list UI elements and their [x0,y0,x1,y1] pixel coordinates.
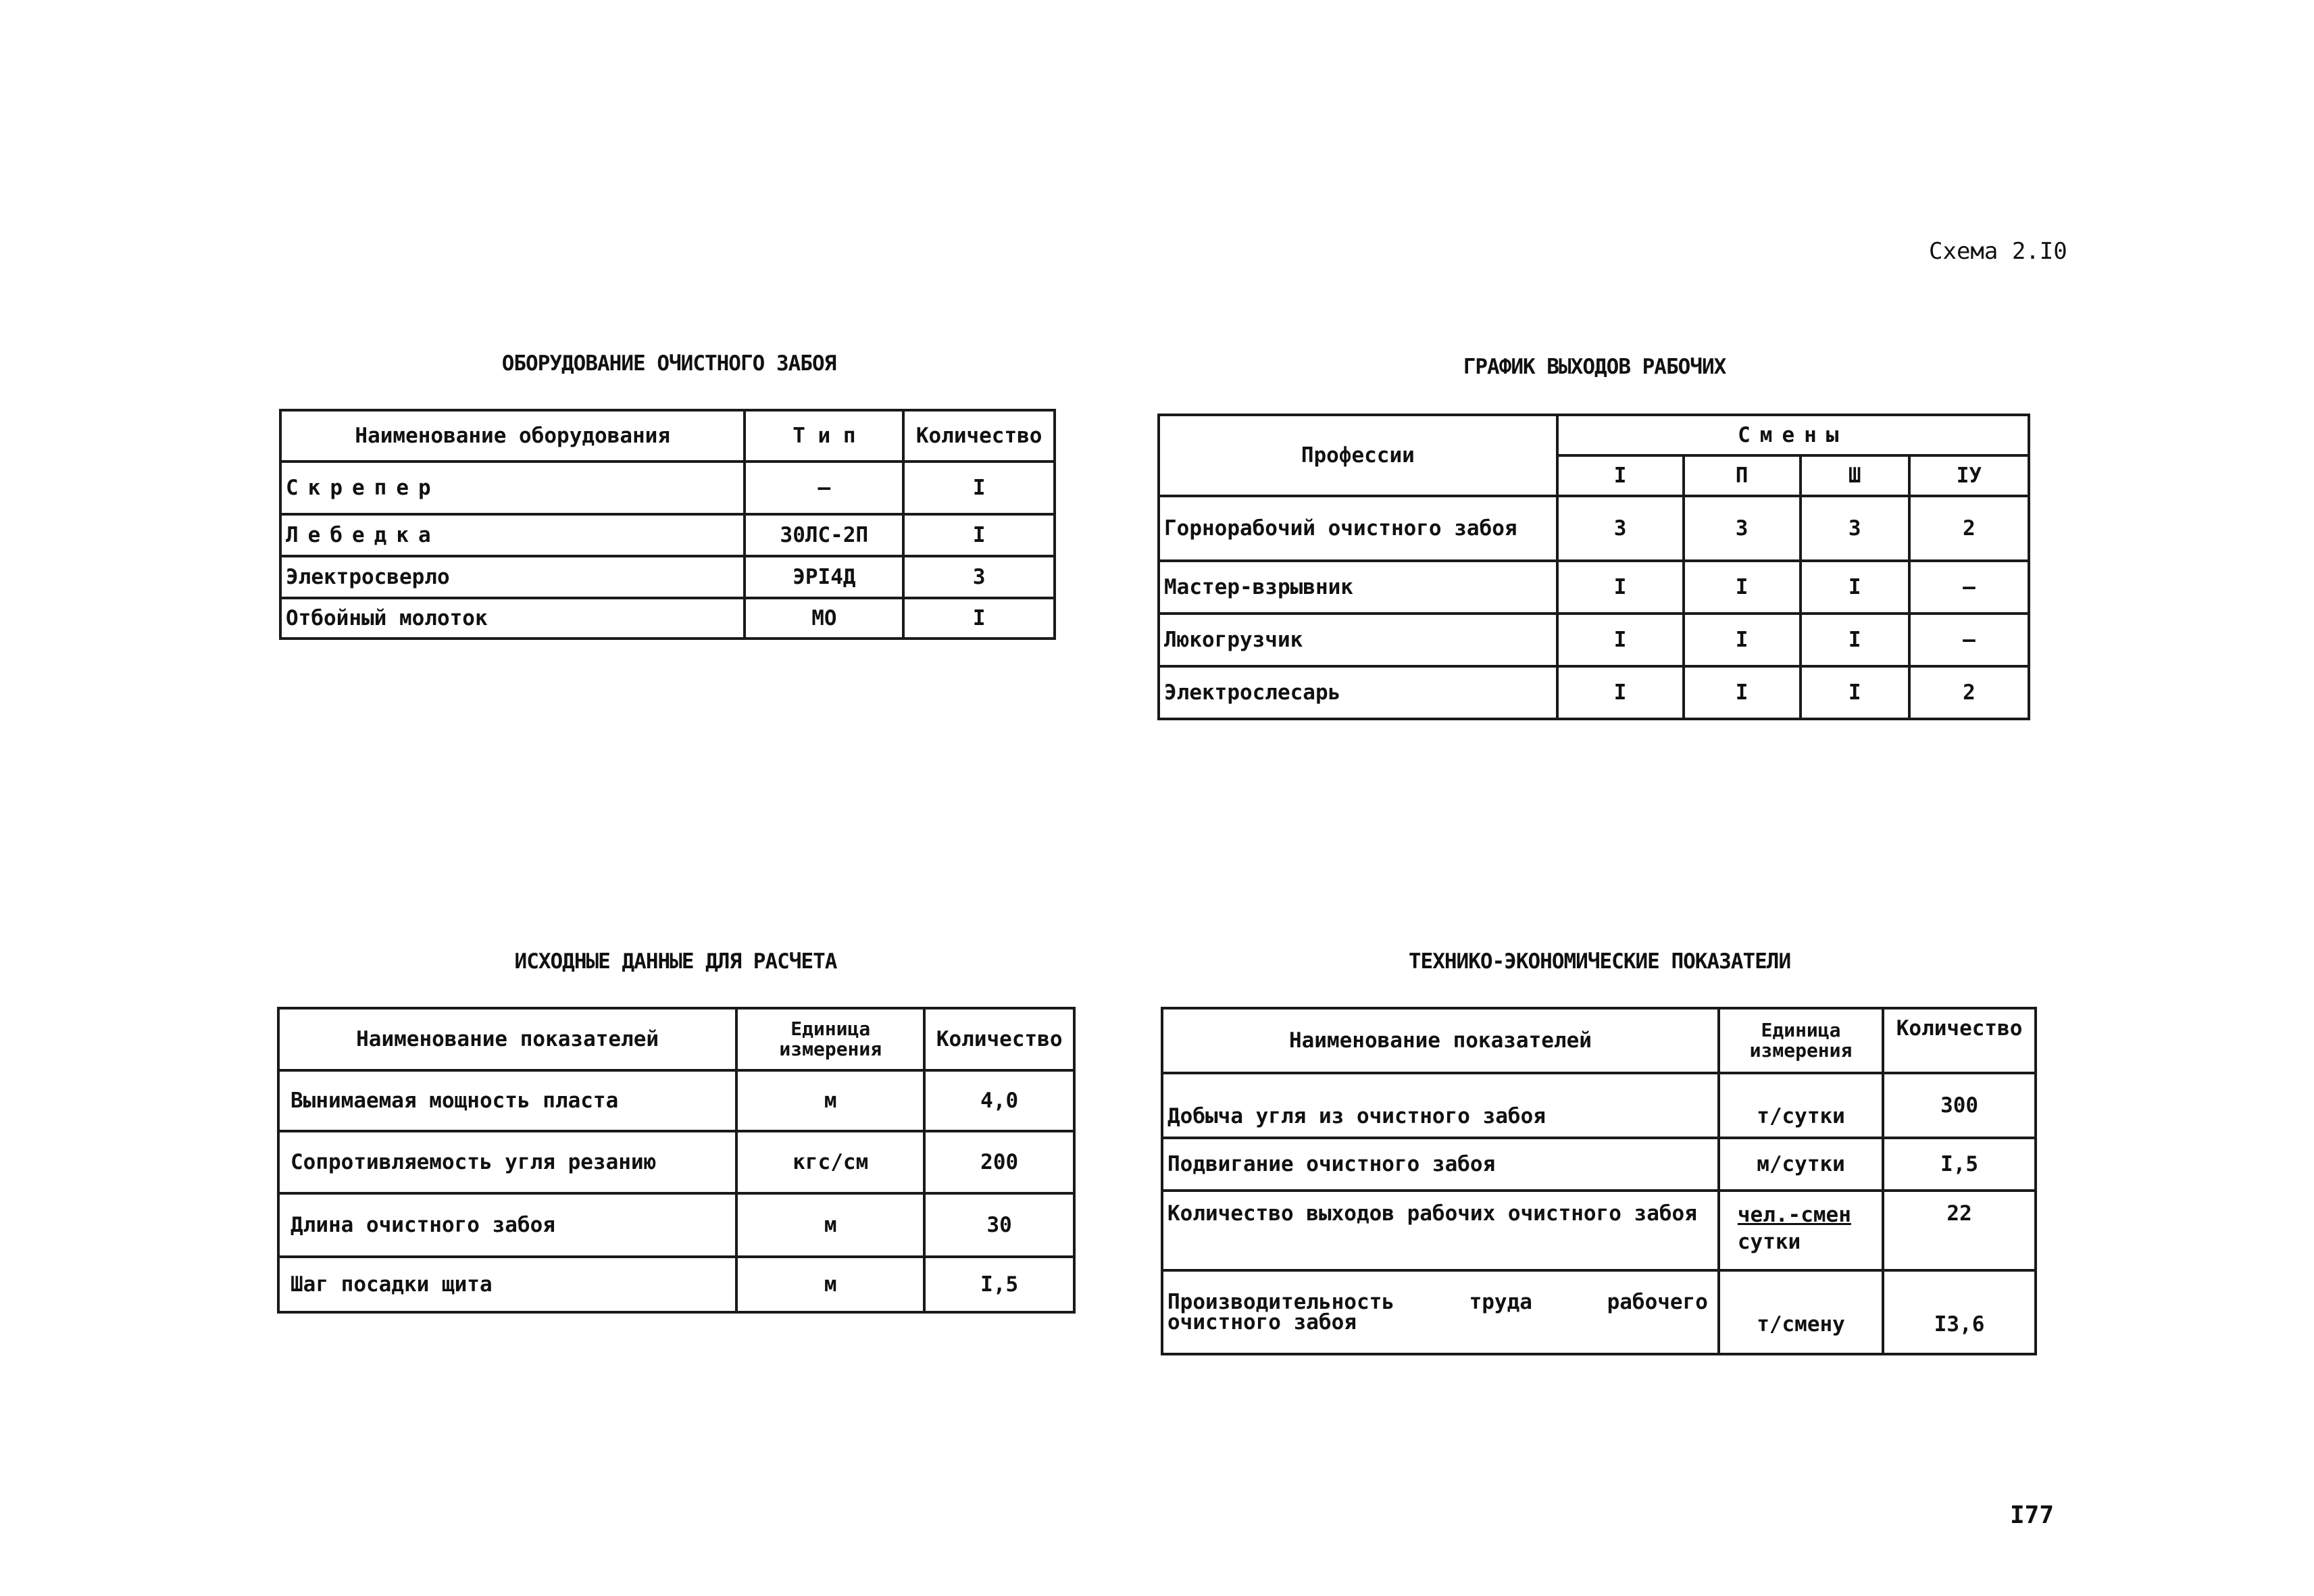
indicator-name: Подвигание очистного забоя [1162,1138,1719,1191]
equipment-header-name: Наименование оборудования [280,410,745,462]
table-row [1162,1270,2036,1354]
shift-value: I [1557,614,1684,666]
shift-value: 3 [1801,496,1909,561]
indicator-unit: м [736,1193,924,1257]
equipment-name: Лебедка [280,514,745,556]
indicator-qty: 4,0 [924,1070,1074,1131]
table-row [278,1131,1074,1193]
indicator-unit-fraction [1719,1191,1883,1270]
profession-name: Мастер-взрывник [1159,561,1557,614]
indicator-qty: 22 [1883,1191,2036,1270]
initial-header-qty: Количество [924,1008,1074,1070]
equipment-header-type: Т и п [745,410,903,462]
table-row [1159,561,2029,614]
shift-value: I [1801,561,1909,614]
shift-value: I [1557,666,1684,719]
equipment-name: Отбойный молоток [280,598,745,639]
shift-value: 3 [1684,496,1801,561]
equipment-qty: 3 [903,556,1055,598]
equipment-type: МО [745,598,903,639]
shift-value: I [1684,666,1801,719]
indicators-header-unit: Единица измерения [1719,1008,1883,1073]
equipment-qty: I [903,462,1055,514]
schedule-title: ГРАФИК ВЫХОДОВ РАБОЧИХ [1463,355,1726,379]
indicator-qty: I,5 [1883,1138,2036,1191]
shift-label: Ш [1801,455,1909,496]
indicator-name: Длина очистного забоя [278,1193,736,1257]
shift-value: 3 [1557,496,1684,561]
profession-name: Горнорабочий очистного забоя [1159,496,1557,561]
table-row [278,1070,1074,1131]
equipment-table [279,409,1056,640]
indicator-name: Сопротивляемость угля резанию [278,1131,736,1193]
shift-label: П [1684,455,1801,496]
equipment-name: Электросверло [280,556,745,598]
table-row [1162,1138,2036,1191]
shift-label: IУ [1909,455,2029,496]
table-row [278,1193,1074,1257]
table-row [1159,666,2029,719]
shift-value: I [1684,614,1801,666]
shift-value: – [1909,561,2029,614]
initial-header-name: Наименование показателей [278,1008,736,1070]
equipment-name: Скрепер [280,462,745,514]
table-row [278,1257,1074,1312]
schema-label: Схема 2.I0 [1929,238,2067,265]
indicator-unit: м [736,1070,924,1131]
indicator-qty: I3,6 [1883,1270,2036,1354]
equipment-title: ОБОРУДОВАНИЕ ОЧИСТНОГО ЗАБОЯ [501,351,836,376]
indicators-header-name: Наименование показателей [1162,1008,1719,1073]
profession-name: Люкогрузчик [1159,614,1557,666]
indicator-qty: 300 [1883,1073,2036,1138]
indicator-name: Количество выходов рабочих очистного забоя [1162,1191,1719,1270]
unit-numerator: чел.-смен [1737,1203,1851,1227]
equipment-type: 30ЛС-2П [745,514,903,556]
initial-data-title: ИСХОДНЫЕ ДАННЫЕ ДЛЯ РАСЧЕТА [514,949,837,974]
indicator-qty: 30 [924,1193,1074,1257]
equipment-type: – [745,462,903,514]
shift-value: 2 [1909,496,2029,561]
table-row [280,598,1055,639]
table-row [280,462,1055,514]
schedule-header-shifts: Смены [1557,415,2029,455]
equipment-qty: I [903,598,1055,639]
table-row [1159,614,2029,666]
shift-label: I [1557,455,1684,496]
table-row [280,556,1055,598]
unit-denominator: сутки [1737,1230,1801,1254]
indicator-name: Производительность труда рабочего очистного забоя [1162,1270,1719,1354]
indicator-name: Вынимаемая мощность пласта [278,1070,736,1131]
table-row [280,514,1055,556]
schedule-header-profession: Профессии [1159,415,1557,496]
indicator-unit: м [736,1257,924,1312]
equipment-header-qty: Количество [903,410,1055,462]
shift-value: I [1801,614,1909,666]
indicators-header-qty: Количество [1883,1008,2036,1073]
schedule-table [1157,414,2030,720]
indicator-qty: 200 [924,1131,1074,1193]
indicator-unit: м/сутки [1719,1138,1883,1191]
initial-header-unit: Единица измерения [736,1008,924,1070]
shift-value: 2 [1909,666,2029,719]
indicator-unit: кгс/см [736,1131,924,1193]
page-number: I77 [2010,1501,2055,1529]
indicator-name: Добыча угля из очистного забоя [1162,1073,1719,1138]
table-row [1159,496,2029,561]
table-row [1162,1191,2036,1270]
profession-name: Электрослесарь [1159,666,1557,719]
shift-value: – [1909,614,2029,666]
initial-data-table [277,1007,1076,1314]
shift-value: I [1557,561,1684,614]
indicator-name: Шаг посадки щита [278,1257,736,1312]
indicators-title: ТЕХНИКО-ЭКОНОМИЧЕСКИЕ ПОКАЗАТЕЛИ [1408,949,1791,974]
indicator-unit: т/сутки [1719,1073,1883,1138]
indicator-unit: т/смену [1719,1270,1883,1354]
table-row [1162,1073,2036,1138]
indicators-table [1161,1007,2037,1355]
equipment-qty: I [903,514,1055,556]
indicator-qty: I,5 [924,1257,1074,1312]
equipment-type: ЭРI4Д [745,556,903,598]
shift-value: I [1684,561,1801,614]
shift-value: I [1801,666,1909,719]
